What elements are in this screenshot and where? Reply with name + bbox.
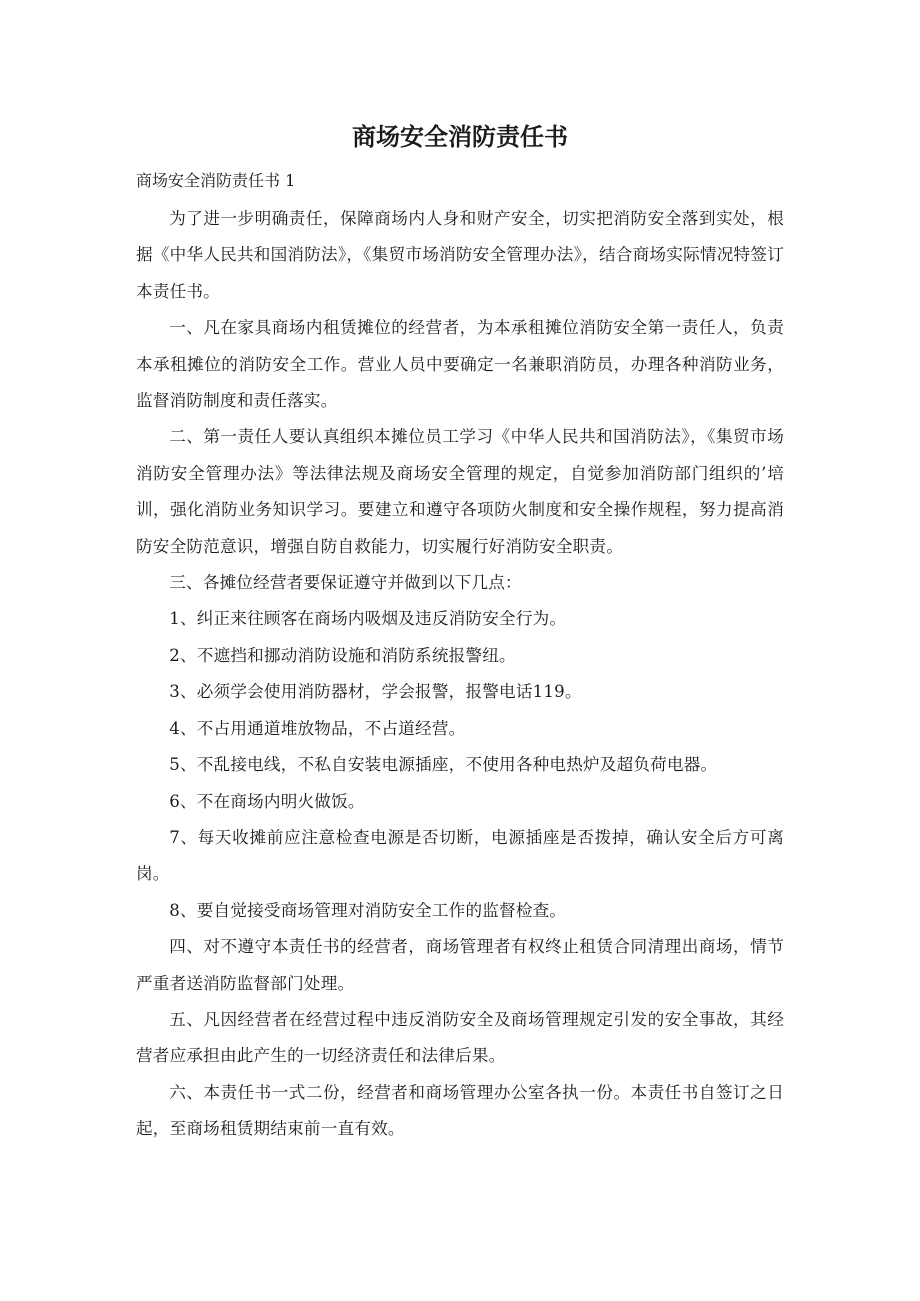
list-item-5: 5、不乱接电线，不私自安装电源插座，不使用各种电热炉及超负荷电器。	[169, 755, 718, 775]
paragraph-clause-3: 三、各摊位经营者要保证遵守并做到以下几点：	[169, 573, 522, 593]
list-item-1: 1、纠正来往顾客在商场内吸烟及违反消防安全行为。	[169, 609, 567, 629]
list-item-6: 6、不在商场内明火做饭。	[169, 791, 365, 811]
paragraph-clause-1: 一、凡在家具商场内租赁摊位的经营者，为本承租摊位消防安全第一责任人，负责本承租摊位的消防安全工作。营业人员中要确定一名兼职消防员，办理各种消防业务，监督消防制度和责任落实。	[136, 318, 784, 411]
list-item-7: 7、每天收摊前应注意检查电源是否切断，电源插座是否拨掉，确认安全后方可离岗。	[136, 827, 784, 884]
list-item-2: 2、不遮挡和挪动消防设施和消防系统报警纽。	[169, 645, 516, 665]
document-subtitle: 商场安全消防责任书 1	[136, 171, 296, 190]
paragraph-intro: 为了进一步明确责任，保障商场内人身和财产安全，切实把消防安全落到实处，根据《中华人民共和国消防法》，《集贸市场消防安全管理办法》，结合商场实际情况特签订本责任书。	[136, 209, 784, 301]
list-item-3: 3、必须学会使用消防器材，学会报警，报警电话119。	[169, 682, 582, 702]
document-body	[136, 201, 784, 1148]
document-title: 商场安全消防责任书	[352, 123, 568, 151]
paragraph-clause-5: 五、凡因经营者在经营过程中违反消防安全及商场管理规定引发的安全事故，其经营者应承担由此产生的一切经济责任和法律后果。	[136, 1009, 784, 1066]
list-item-8: 8、要自觉接受商场管理对消防安全工作的监督检查。	[169, 900, 567, 920]
list-item-4: 4、不占用通道堆放物品，不占道经营。	[169, 718, 466, 738]
paragraph-clause-6: 六、本责任书一式二份，经营者和商场管理办公室各执一份。本责任书自签订之日起，至商场租赁期结束前一直有效。	[136, 1082, 784, 1139]
paragraph-clause-2: 二、第一责任人要认真组织本摊位员工学习《中华人民共和国消防法》，《集贸市场消防安全管理办法》等法律法规及商场安全管理的规定，自觉参加消防部门组织的’培训，强化消防业务知识学习。要建立和遵守各项防火制度和安全操作规程，努力提高消防安全防范意识，增强自防自救能力，切实履行好消防安全职责。	[136, 427, 784, 556]
paragraph-clause-4: 四、对不遵守本责任书的经营者，商场管理者有权终止租赁合同清理出商场，情节严重者送消防监督部门处理。	[136, 937, 784, 993]
